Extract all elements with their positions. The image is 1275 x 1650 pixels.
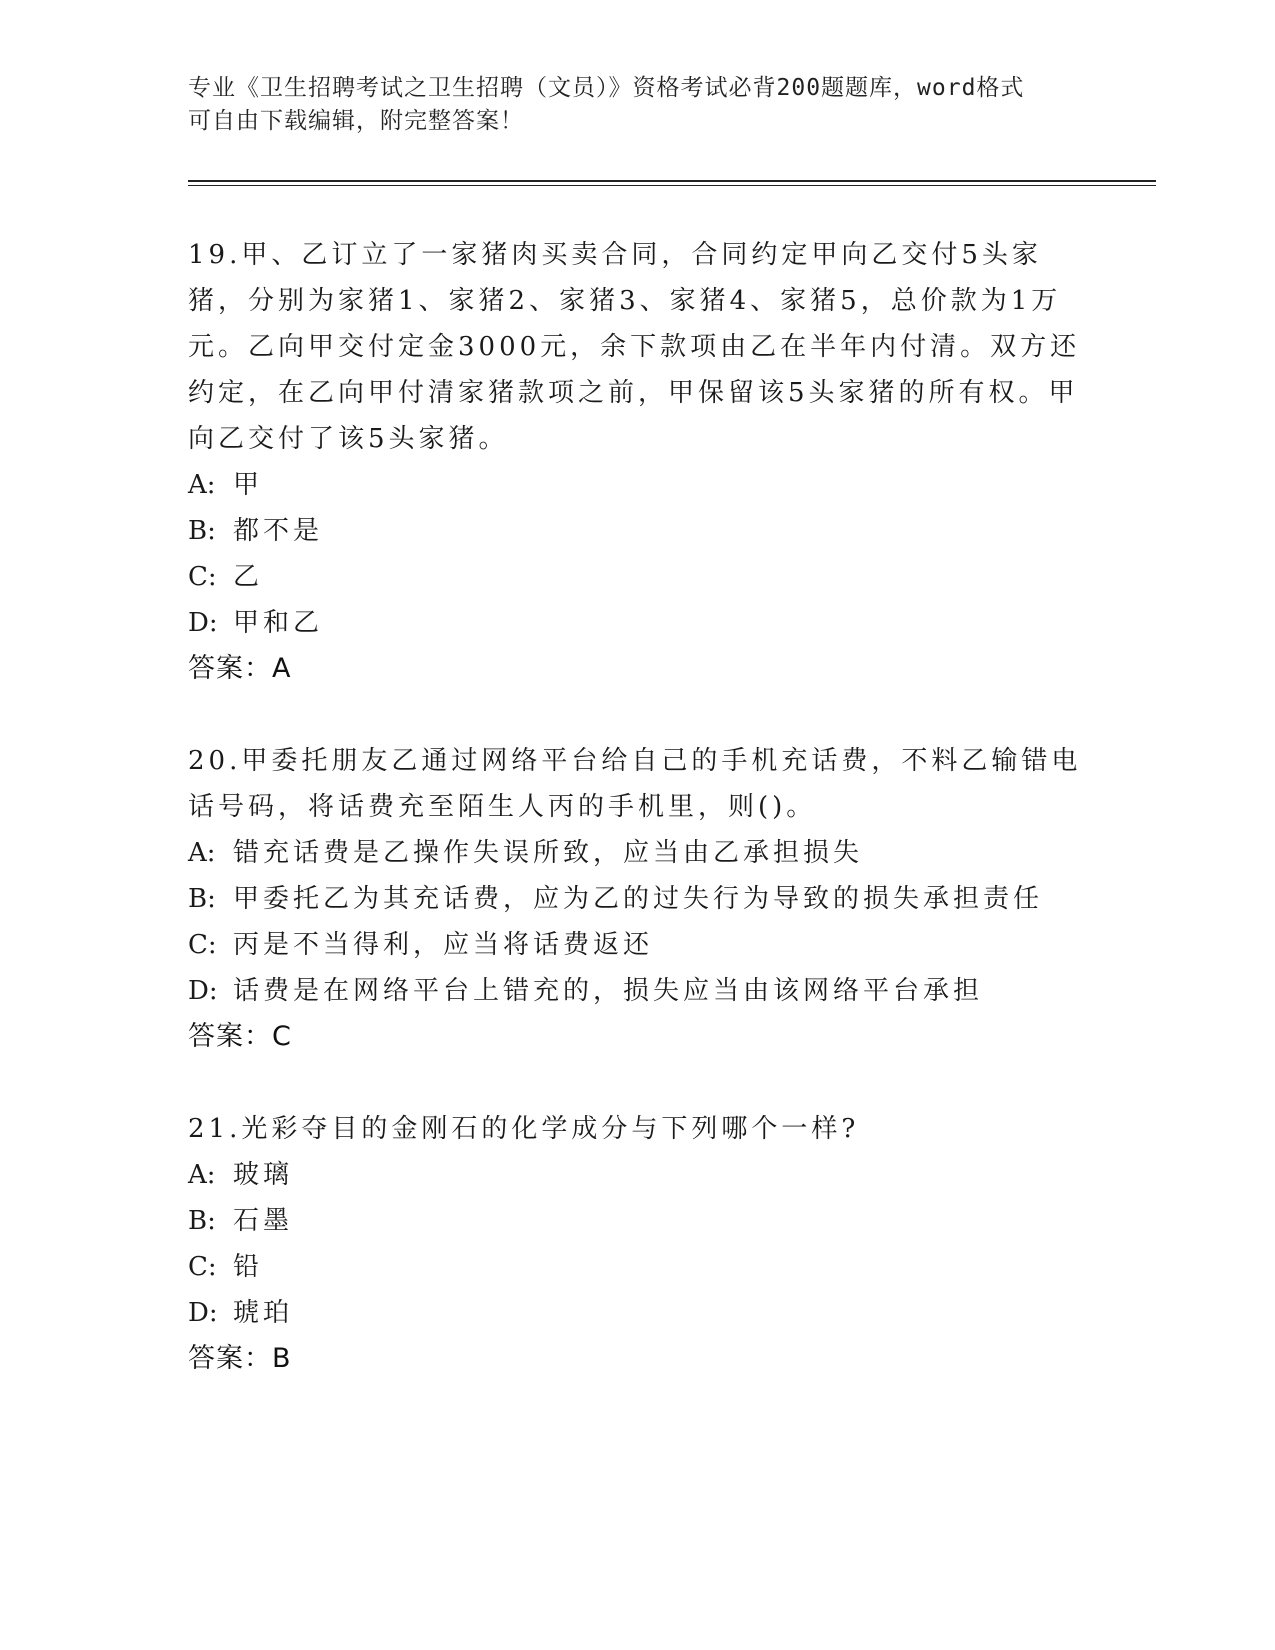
option-text: 乙: [233, 562, 264, 592]
option-b: [188, 1198, 1088, 1244]
question-20: [188, 738, 1088, 1060]
header-title-line-2: 可自由下载编辑，附完整答案！: [188, 108, 524, 134]
option-a: [188, 462, 1088, 508]
option-text: 都不是: [233, 516, 324, 546]
question-19: [188, 232, 1088, 692]
option-text: 丙是不当得利，应当将话费返还: [233, 930, 654, 960]
option-key: C:: [188, 930, 217, 960]
option-key: A:: [188, 470, 216, 500]
option-text: 错充话费是乙操作失误所致，应当由乙承担损失: [233, 838, 864, 868]
document-header: [188, 72, 1088, 138]
option-b: [188, 876, 1088, 922]
option-text: 话费是在网络平台上错充的，损失应当由该网络平台承担: [233, 976, 984, 1006]
question-text: 21.光彩夺目的金刚石的化学成分与下列哪个一样?: [188, 1114, 860, 1144]
option-d: [188, 968, 1088, 1014]
option-key: A:: [188, 838, 216, 868]
option-text: 玻璃: [233, 1160, 294, 1190]
option-a: [188, 830, 1088, 876]
option-key: B:: [188, 1206, 216, 1236]
question-21: [188, 1106, 1088, 1382]
header-divider: [188, 180, 1156, 186]
question-text: 19.甲、乙订立了一家猪肉买卖合同，合同约定甲向乙交付5头家猪，分别为家猪1、家猪2、家猪3、家猪4、家猪5，总价款为1万元。乙向甲交付定金3000元，余下款项由乙在半年内付清。双方还约定，在乙向甲付清家猪款项之前，甲保留该5头家猪的所有权。甲向乙交付了该5头家猪。: [188, 240, 1081, 454]
answer-line: 答案：A: [188, 653, 292, 684]
option-d: [188, 600, 1088, 646]
option-b: [188, 508, 1088, 554]
option-a: [188, 1152, 1088, 1198]
option-c: [188, 1244, 1088, 1290]
option-key: C:: [188, 1252, 217, 1282]
answer-line: 答案：B: [188, 1343, 292, 1374]
option-text: 石墨: [233, 1206, 294, 1236]
option-c: [188, 554, 1088, 600]
option-key: A:: [188, 1160, 216, 1190]
option-d: [188, 1290, 1088, 1336]
header-title-line-1: 专业《卫生招聘考试之卫生招聘（文员）》资格考试必背200题题库，word格式: [188, 75, 1025, 101]
option-text: 甲和乙: [233, 608, 324, 638]
option-key: D:: [188, 976, 218, 1006]
answer-line: 答案：C: [188, 1021, 292, 1052]
option-key: C:: [188, 562, 217, 592]
question-text: 20.甲委托朋友乙通过网络平台给自己的手机充话费，不料乙输错电话号码，将话费充至陌生人丙的手机里，则()。: [188, 746, 1082, 822]
option-key: D:: [188, 608, 218, 638]
option-text: 琥珀: [233, 1298, 294, 1328]
option-key: B:: [188, 516, 216, 546]
option-text: 甲: [233, 470, 264, 500]
option-key: B:: [188, 884, 216, 914]
option-c: [188, 922, 1088, 968]
option-key: D:: [188, 1298, 218, 1328]
option-text: 甲委托乙为其充话费，应为乙的过失行为导致的损失承担责任: [233, 884, 1044, 914]
question-list: [188, 232, 1088, 1428]
option-text: 铅: [233, 1252, 264, 1282]
